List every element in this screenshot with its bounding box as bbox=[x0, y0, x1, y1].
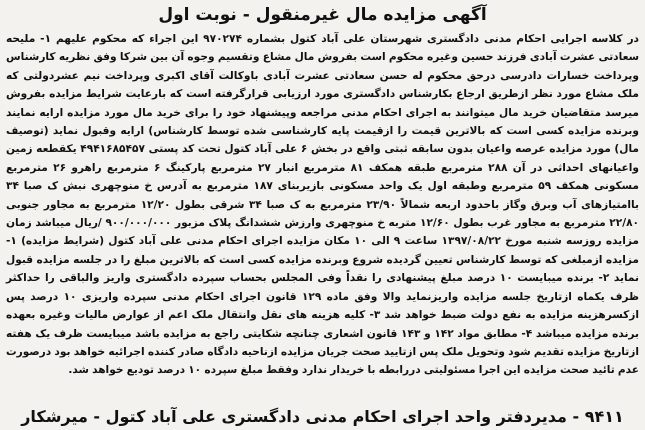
notice-body: در کلاسه اجرایی احکام مدنی دادگستری شهرستان علی آباد کتول بشماره ۹۷۰۲۷۴ این اجراء که محکوم علیهم ۱- ملیحه سعادتی عشرت آبادی فرزند حسین وغیره محکوم است بفروش مال مشاع وتقسیم وجوه آن بین شرکا وفق نظریه کارشناس وپرداخت خسارات دادرسی درحق محکوم له حسن سعادتی عشرت آبادی باوکالت آقای اکبری وپرداخت نیم عشردولتی که ملک مشاع مورد نظر ازطریق ارجاع بکارشناس دادگستری مورد ارزیابی قرارگرفته است که بارعایت شرایط مزایده بفروش میرسد متقاضیان خرید مال میتوانند به اجرای احکام مدنی مراجعه وپیشنهاد خود را برای خرید مال مورد مزایده ارایه نمایند وبرنده مزایده کسی است که بالاترین قیمت را ازقیمت پایه کارشناسی شده توسط کارشناس) ارایه وقبول نماید (توصیف مال) مورد مزایده عرصه واعیان بدون سابقه ثبتی واقع در بخش ۶ علی آباد کتول تحت کد پستی ۴۹۴۱۶۸۵۴۵۷ یکقطعه زمین واعیانهای احداثی در آن ۲۸۸ مترمربع طبقه همکف ۸۱ مترمربع انبار ۲۷ مترمربع پارکینگ ۶ مترمربع راهرو ۲۶ مترمربع مسکونی همکف ۵۹ مترمربع وطبقه اول یک واحد مسکونی بازیربنای ۱۸۷ مترمربع به آدرس خ منوچهری نبش ک صبا ۳۴ باامتیازهای آب وبرق وگاز باحدود اربعه شمالاً ۲۳/۹۰ مترمربع به ک صبا ۳۴ شرقی بطول ۱۲/۲۰ مترمربع به مجاور جنوبی ۲۲/۸۰ مترمربع به مجاور غرب بطول ۱۲/۶۰ متربه خ منوچهری وارزش ششدانگ پلاک مزبور ۹۰۰/۰۰۰/۰۰۰ /ریال میباشد زمان مزایده روزسه شنبه مورخ ۱۳۹۷/۰۸/۲۲ ساعت ۹ الی ۱۰ مکان مزایده اجرای احکام مدنی علی آباد کتول (شرایط مزایده) ۱- مزایده ازمبلغی که توسط کارشناس تعیین گردیده شروع وبرنده مزایده کسی است که بالاترین مبلغ را در جلسه مزایده قبول نماید ۲- برنده میبایست ۱۰ درصد مبلغ پیشنهادی را نقداً وفی المجلس بحساب سپرده دادگستری واریز والباقی را حداکثر ظرف یکماه ازتاریخ جلسه مزایده واریزنماید والا وفق ماده ۱۲۹ قانون اجرای احکام مدنی سپرده واریزی ۱۰ درصد پس ازکسرهزینه مزایده به نفع دولت ضبط خواهد شد ۳- کلیه هزینه های نقل وانتقال ملک اعم از عوارض مالیات وغیره بعهده برنده مزایده میباشد ۴- مطابق مواد ۱۴۲ و ۱۴۳ قانون اشعاری چنانچه شکایتی راجع به مزایده باشد میبایست ظرف یک هفته ازتاریخ مزایده تقدیم شود وتحویل ملک پس ازتایید صحت جریان مزایده ازناحیه دادگاه صادر کننده اجرائیه خواهد بود درصورت عدم تائید صحت مزایده این اجرا مسئولیتی دررابطه با خریدار ندارد وفقط مبلغ سپرده ۱۰ درصد تودیع خواهد شد. bbox=[6, 33, 640, 377]
notice-title: آگهی مزایده مال غیرمنقول - نوبت اول bbox=[158, 5, 487, 25]
notice-footer: ۹۴۱۱ - مدیردفتر واحد اجرای احکام مدنی دادگستری علی آباد کتول - میرشکار bbox=[21, 407, 624, 426]
